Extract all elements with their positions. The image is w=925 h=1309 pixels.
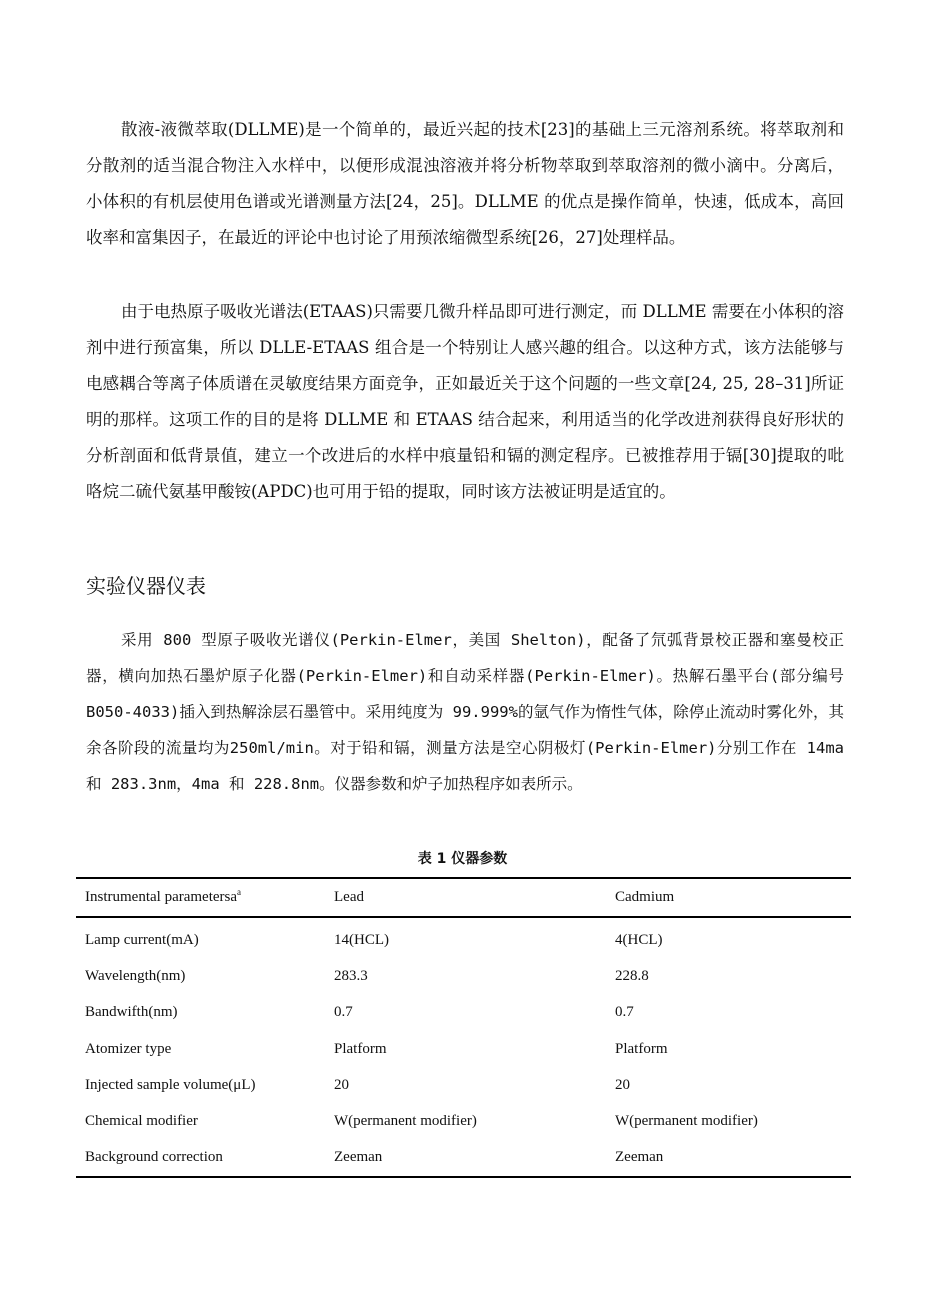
table-cell: 4(HCL) xyxy=(615,931,663,948)
table-cell: Chemical modifier xyxy=(85,1113,198,1130)
table-row xyxy=(76,1140,851,1177)
table-cell: Zeeman xyxy=(334,1149,383,1166)
header-cell-cadmium: Cadmium xyxy=(615,889,675,905)
table-row xyxy=(76,1067,851,1103)
table-cell: Platform xyxy=(334,1040,387,1057)
table-cell: 20 xyxy=(615,1076,630,1093)
table-cell: Zeeman xyxy=(615,1149,664,1166)
header-cell-parameter xyxy=(76,878,325,917)
instrument-parameters-table xyxy=(76,877,851,1178)
table-cell: 20 xyxy=(334,1076,349,1093)
table-cell: Lamp current(mA) xyxy=(85,931,199,948)
table-cell: Atomizer type xyxy=(85,1040,172,1057)
table-row xyxy=(76,995,851,1031)
table-cell: Bandwifth(nm) xyxy=(85,1004,178,1021)
table-cell: Background correction xyxy=(85,1149,223,1166)
table-cell: 14(HCL) xyxy=(334,931,389,948)
paragraph-dllme-intro: 散液-液微萃取(DLLME)是一个简单的，最近兴起的技术[23]的基础上三元溶剂系统。将萃取剂和分散剂的适当混合物注入水样中，以便形成混浊溶液并将分析物萃取到萃取溶剂的微小滴中。分离后，小体积的有机层使用色谱或光谱测量方法[24，25]。DLLME 的优点是操作简单，快速，低成本，高回收率和富集因子，在最近的评论中也讨论了用预浓缩微型系统[26，27]处理样品。 xyxy=(86,120,844,247)
header-parameter-label: Instrumental parameters xyxy=(85,889,231,905)
table-row xyxy=(76,1103,851,1139)
header-parameter-suffix: a xyxy=(230,889,238,905)
table-cell: 0.7 xyxy=(615,1004,634,1021)
table-row xyxy=(76,958,851,994)
table-row xyxy=(76,1031,851,1067)
table-cell: W(permanent modifier) xyxy=(615,1113,758,1130)
table-row xyxy=(76,917,851,958)
table-cell: Wavelength(nm) xyxy=(85,967,186,984)
section-heading: 实验仪器仪表 xyxy=(86,574,206,598)
table-cell: W(permanent modifier) xyxy=(334,1113,477,1130)
table-cell: 0.7 xyxy=(334,1004,353,1021)
table-cell: Injected sample volume(μL) xyxy=(85,1076,256,1093)
table-cell: 283.3 xyxy=(334,967,368,984)
header-cell-lead: Lead xyxy=(334,889,364,905)
paragraph-etaas-dllme: 由于电热原子吸收光谱法(ETAAS)只需要几微升样品即可进行测定，而 DLLME 需要在小体积的溶剂中进行预富集，所以 DLLE-ETAAS 组合是一个特别让人感兴趣的组合。以这种方式，该方法能够与电感耦合等离子体质谱在灵敏度结果方面竞争，正如最近关于这个问题的一些文章[24, 25, 28–31]所证明的那样。这项工作的目的是将 DLLME 和 ETAAS 结合起来，利用适当的化学改进剂获得良好形状的分析剖面和低背景值，建立一个改进后的水样中痕量铅和镉的测定程序。已被推荐用于镉[30]提取的吡咯烷二硫代氨基甲酸铵(APDC)也可用于铅的提取，同时该方法被证明是适宜的。 xyxy=(86,302,844,501)
table-caption: 表 1 仪器参数 xyxy=(417,851,508,867)
paragraph-instrumentation: 采用 800 型原子吸收光谱仪(Perkin-Elmer，美国 Shelton)，配备了氘弧背景校正器和塞曼校正器，横向加热石墨炉原子化器(Perkin-Elmer)和自动采样器(Perkin-Elmer)。热解石墨平台(部分编号 B050-4033)插入到热解涂层石墨管中。采用纯度为 99.999%的氩气作为惰性气体，除停止流动时雾化外，其余各阶段的流量均为250ml/min。对于铅和镉，测量方法是空心阴极灯(Perkin-Elmer)分别工作在 14ma 和 283.3nm，4ma 和 228.8nm。仪器参数和炉子加热程序如表所示。 xyxy=(86,631,844,793)
header-footnote-mark: a xyxy=(237,887,242,897)
table-cell: Platform xyxy=(615,1040,668,1057)
table-cell: 228.8 xyxy=(615,967,649,984)
table-header-row xyxy=(76,878,851,917)
